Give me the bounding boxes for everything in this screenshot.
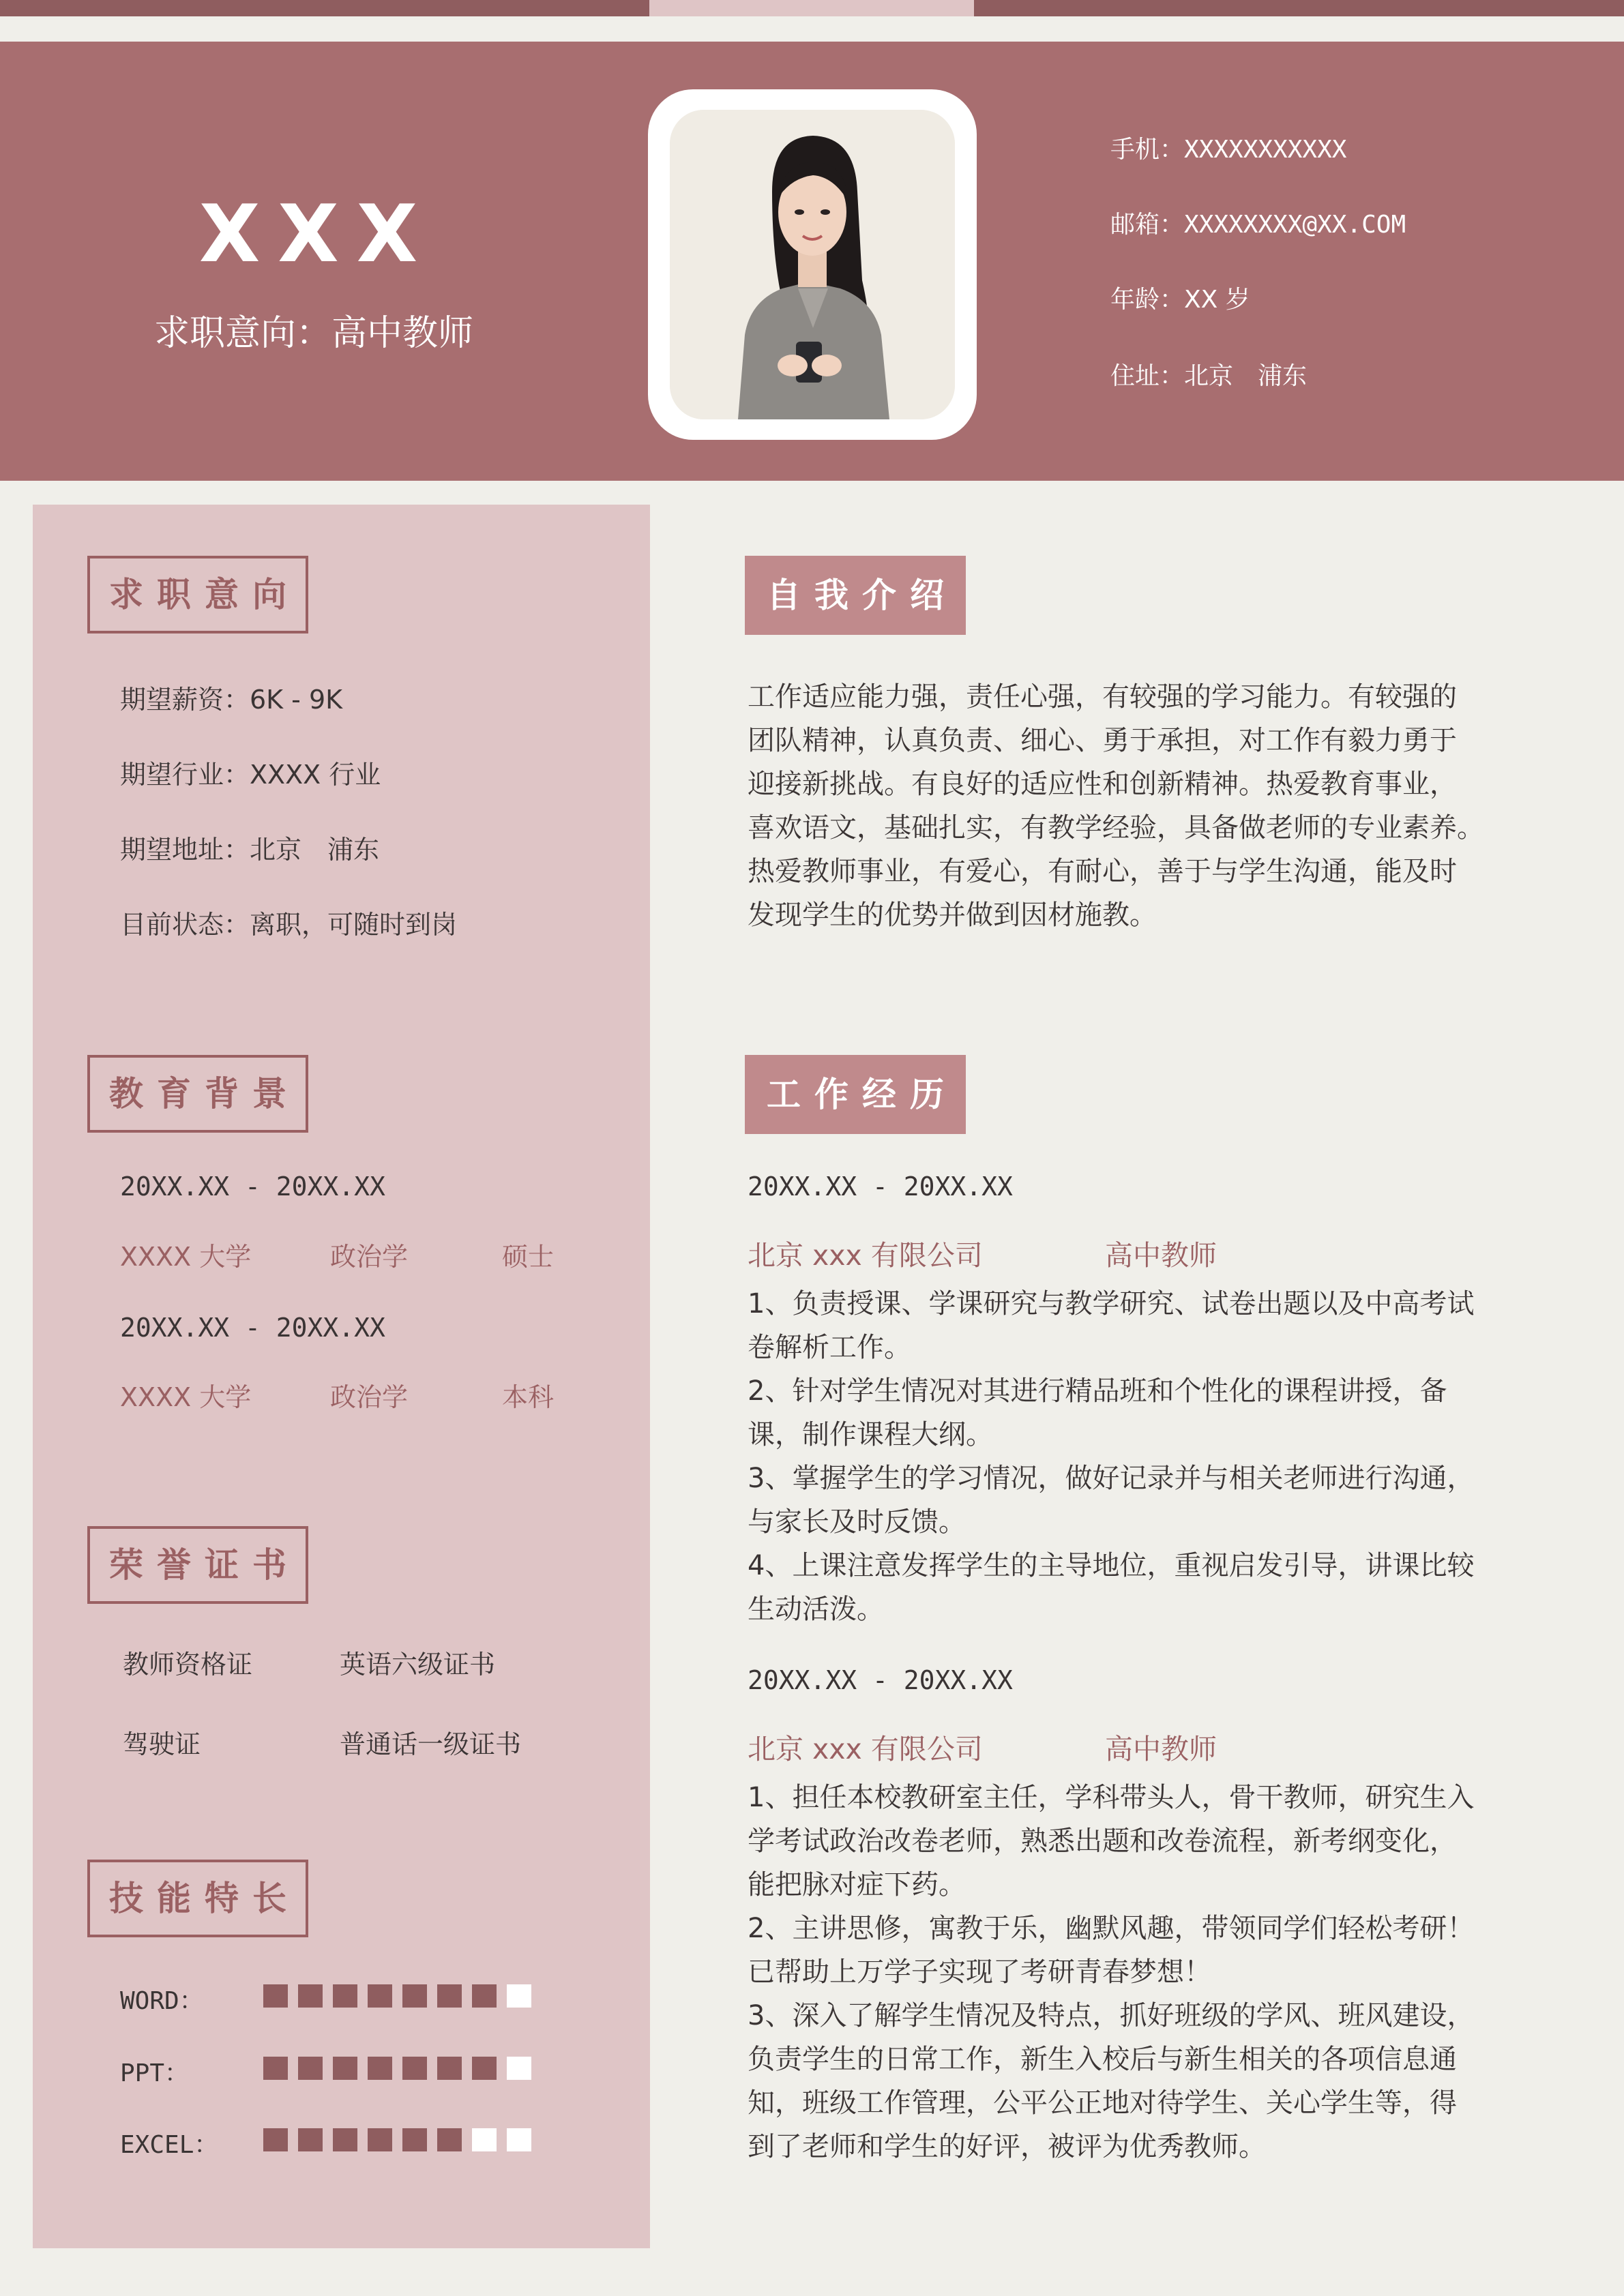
profile-photo-frame bbox=[648, 89, 977, 440]
skill-level-empty-square bbox=[507, 2128, 531, 2151]
top-stripe bbox=[0, 0, 1624, 16]
top-stripe-left bbox=[0, 0, 649, 16]
skill-level-empty-square bbox=[507, 2057, 531, 2080]
candidate-name: XXX bbox=[198, 188, 436, 280]
honor-item: 英语六级证书 bbox=[340, 1650, 496, 1680]
education-period-2: 20XX.XX - 20XX.XX bbox=[120, 1313, 385, 1343]
work-role-1: 高中教师 bbox=[1105, 1239, 1217, 1272]
contact-address-label: 住址： bbox=[1110, 362, 1185, 390]
work-line: 与家长及时反馈。 bbox=[748, 1506, 966, 1538]
skill-label-word: WORD： bbox=[120, 1987, 204, 2015]
skill-level-filled-square bbox=[437, 2057, 462, 2080]
person-portrait-icon bbox=[670, 110, 955, 419]
contact-phone bbox=[1110, 130, 1346, 165]
skill-level-filled-square bbox=[437, 1984, 462, 2008]
education-period-1: 20XX.XX - 20XX.XX bbox=[120, 1172, 385, 1202]
section-title-skills: 技能特长 bbox=[87, 1860, 308, 1937]
section-title-job-intent: 求职意向 bbox=[87, 556, 308, 633]
work-line: 负责学生的日常工作，新生入校后与新生相关的各项信息通 bbox=[748, 2044, 1457, 2075]
education-school-2: XXXX 大学 bbox=[120, 1382, 252, 1412]
education-major-1: 政治学 bbox=[330, 1242, 409, 1272]
skill-level-filled-square bbox=[437, 2128, 462, 2151]
education-school-1: XXXX 大学 bbox=[120, 1242, 252, 1272]
profile-photo bbox=[670, 110, 955, 419]
skill-label-excel: EXCEL： bbox=[120, 2131, 219, 2159]
current-status: 目前状态：离职，可随时到岗 bbox=[120, 910, 458, 940]
expected-industry: 期望行业：XXXX 行业 bbox=[120, 760, 381, 790]
skill-level-filled-square bbox=[368, 2057, 392, 2080]
skill-level-filled-square bbox=[333, 2128, 357, 2151]
contact-age-value: XX 岁 bbox=[1184, 286, 1250, 314]
work-line: 能把脉对症下药。 bbox=[748, 1869, 966, 1900]
top-stripe-middle bbox=[649, 0, 974, 16]
education-major-2: 政治学 bbox=[330, 1382, 409, 1412]
skill-level-filled-square bbox=[368, 1984, 392, 2008]
self-intro-line: 发现学生的优势并做到因材施教。 bbox=[748, 899, 1157, 931]
expected-location: 期望地址：北京 浦东 bbox=[120, 835, 380, 865]
header-band bbox=[0, 42, 1624, 481]
contact-email-label: 邮箱： bbox=[1110, 211, 1185, 239]
work-line: 2、主讲思修，寓教于乐，幽默风趣，带领同学们轻松考研！ bbox=[748, 1913, 1475, 1944]
skill-level-filled-square bbox=[472, 2057, 497, 2080]
section-title-education: 教育背景 bbox=[87, 1055, 308, 1133]
self-intro-line: 迎接新挑战。有良好的适应性和创新精神。热爱教育事业， bbox=[748, 769, 1457, 800]
education-degree-2: 本科 bbox=[502, 1382, 555, 1412]
honor-item: 驾驶证 bbox=[123, 1729, 201, 1759]
skill-label-ppt: PPT： bbox=[120, 2059, 190, 2087]
honor-item: 普通话一级证书 bbox=[340, 1729, 522, 1759]
work-line: 学考试政治改卷老师，熟悉出题和改卷流程，新考纲变化， bbox=[748, 1825, 1457, 1857]
job-intent-headline: 求职意向：高中教师 bbox=[153, 313, 473, 354]
work-line: 1、负责授课、学课研究与教学研究、试卷出题以及中高考试 bbox=[748, 1288, 1475, 1320]
self-intro-line: 工作适应能力强，责任心强，有较强的学习能力。有较强的 bbox=[748, 681, 1457, 713]
work-line: 知，班级工作管理，公平公正地对待学生、关心学生等，得 bbox=[748, 2087, 1457, 2119]
contact-age-label: 年龄： bbox=[1110, 286, 1185, 314]
contact-age bbox=[1110, 280, 1250, 315]
work-role-2: 高中教师 bbox=[1105, 1733, 1217, 1765]
work-line: 到了老师和学生的好评，被评为优秀教师。 bbox=[748, 2131, 1266, 2162]
self-intro-text bbox=[748, 675, 1518, 937]
skill-level-filled-square bbox=[402, 2128, 427, 2151]
skill-level-filled-square bbox=[263, 1984, 288, 2008]
work-description-2 bbox=[748, 1776, 1518, 2168]
skill-level-filled-square bbox=[333, 1984, 357, 2008]
work-period-1: 20XX.XX - 20XX.XX bbox=[748, 1172, 1013, 1202]
work-line: 3、掌握学生的学习情况，做好记录并与相关老师进行沟通， bbox=[748, 1463, 1475, 1494]
section-title-work: 工作经历 bbox=[745, 1055, 966, 1134]
contact-phone-value: XXXXXXXXXXX bbox=[1184, 136, 1347, 164]
work-line: 3、深入了解学生情况及特点，抓好班级的学风、班风建设， bbox=[748, 2000, 1475, 2031]
top-stripe-right bbox=[974, 0, 1624, 16]
work-line: 已帮助上万学子实现了考研青春梦想！ bbox=[748, 1956, 1211, 1988]
contact-address bbox=[1110, 357, 1307, 391]
contact-phone-label: 手机： bbox=[1110, 136, 1185, 164]
contact-email bbox=[1110, 205, 1406, 240]
honor-item: 教师资格证 bbox=[123, 1650, 253, 1680]
skill-level-filled-square bbox=[298, 1984, 323, 2008]
skill-level-filled-square bbox=[402, 1984, 427, 2008]
contact-address-value: 北京 浦东 bbox=[1184, 362, 1308, 390]
skill-level-empty-square bbox=[472, 2128, 497, 2151]
work-line: 1、担任本校教研室主任，学科带头人，骨干教师，研究生入 bbox=[748, 1782, 1475, 1813]
work-company-2: 北京 xxx 有限公司 bbox=[748, 1733, 983, 1765]
skill-level-filled-square bbox=[472, 1984, 497, 2008]
self-intro-line: 热爱教师事业，有爱心，有耐心，善于与学生沟通，能及时 bbox=[748, 856, 1457, 887]
section-title-self-intro: 自我介绍 bbox=[745, 556, 966, 635]
skill-level-filled-square bbox=[263, 2128, 288, 2151]
work-line: 卷解析工作。 bbox=[748, 1332, 911, 1363]
contact-email-value: XXXXXXXX@XX.COM bbox=[1184, 211, 1406, 239]
work-description-1 bbox=[748, 1282, 1518, 1631]
section-title-honors: 荣誉证书 bbox=[87, 1526, 308, 1604]
self-intro-line: 团队精神，认真负责、细心、勇于承担，对工作有毅力勇于 bbox=[748, 725, 1457, 756]
work-period-2: 20XX.XX - 20XX.XX bbox=[748, 1665, 1013, 1695]
work-line: 2、针对学生情况对其进行精品班和个性化的课程讲授，备 bbox=[748, 1375, 1447, 1407]
self-intro-line: 喜欢语文，基础扎实，有教学经验，具备做老师的专业素养。 bbox=[748, 812, 1484, 844]
work-company-1: 北京 xxx 有限公司 bbox=[748, 1239, 983, 1272]
skill-level-filled-square bbox=[368, 2128, 392, 2151]
skill-level-filled-square bbox=[298, 2128, 323, 2151]
skill-level-filled-square bbox=[298, 2057, 323, 2080]
skill-level-empty-square bbox=[507, 1984, 531, 2008]
expected-salary: 期望薪资：6K - 9K bbox=[120, 685, 343, 715]
work-line: 生动活泼。 bbox=[748, 1594, 884, 1625]
work-line: 课，制作课程大纲。 bbox=[748, 1419, 993, 1450]
work-line: 4、上课注意发挥学生的主导地位，重视启发引导，讲课比较 bbox=[748, 1550, 1475, 1581]
skill-level-filled-square bbox=[333, 2057, 357, 2080]
skill-level-filled-square bbox=[402, 2057, 427, 2080]
skill-level-filled-square bbox=[263, 2057, 288, 2080]
education-degree-1: 硕士 bbox=[502, 1242, 555, 1272]
